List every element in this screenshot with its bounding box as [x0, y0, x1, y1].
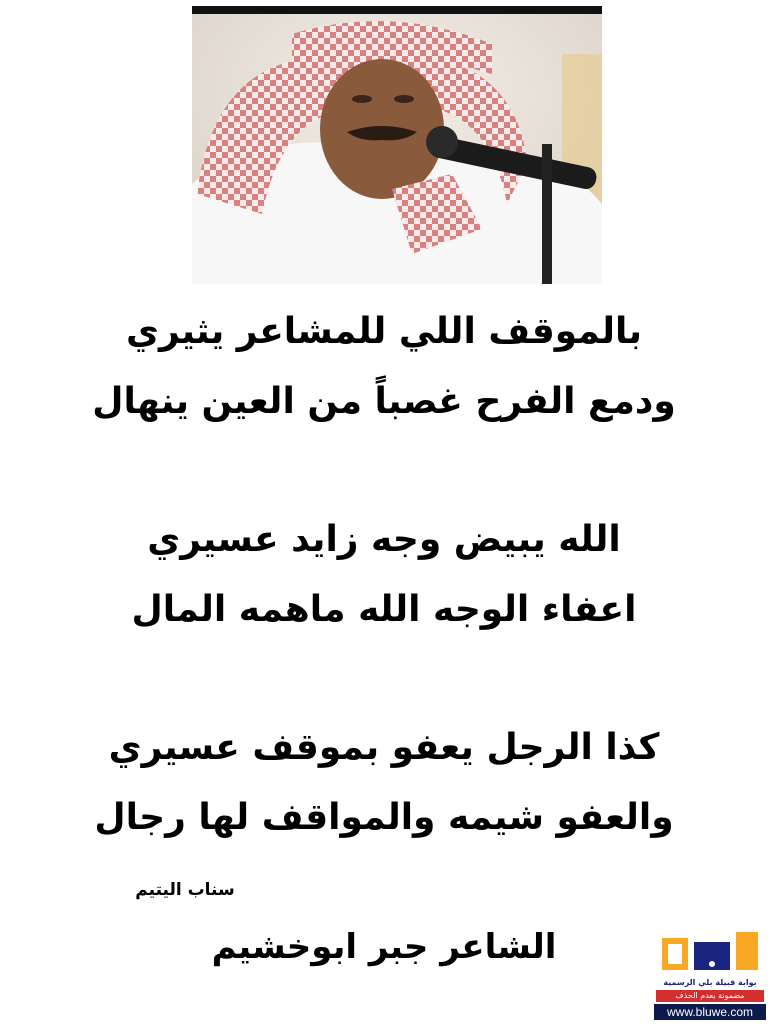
- poem-line-1: بالموقف اللي للمشاعر يثيري: [125, 311, 643, 352]
- poem-line-2: ودمع الفرح غصباً من العين ينهال: [92, 381, 676, 422]
- poem-line-5: كذا الرجل يعفو بموقف عسيري: [108, 727, 660, 768]
- portrait-photo: [192, 14, 602, 284]
- poem-line-4: اعفاء الوجه الله ماهمه المال: [131, 589, 637, 630]
- poet-name: الشاعر جبر ابوخشيم: [211, 927, 557, 967]
- logo-name: بوابة قبيلة بلي الرسمية: [663, 978, 757, 987]
- site-logo[interactable]: [656, 928, 764, 1020]
- bluwe-logo: [656, 928, 764, 978]
- snap-credit: سناب اليتيم: [135, 880, 235, 900]
- logo-url[interactable]: www.bluwe.com: [654, 1004, 766, 1020]
- poem-line-6: والعفو شيمه والمواقف لها رجال: [94, 797, 674, 838]
- poem-line-3: الله يبيض وجه زايد عسيري: [147, 519, 621, 560]
- logo-tagline: مضمونة بعدم الحذف: [656, 990, 764, 1002]
- poet-photo: [192, 6, 602, 284]
